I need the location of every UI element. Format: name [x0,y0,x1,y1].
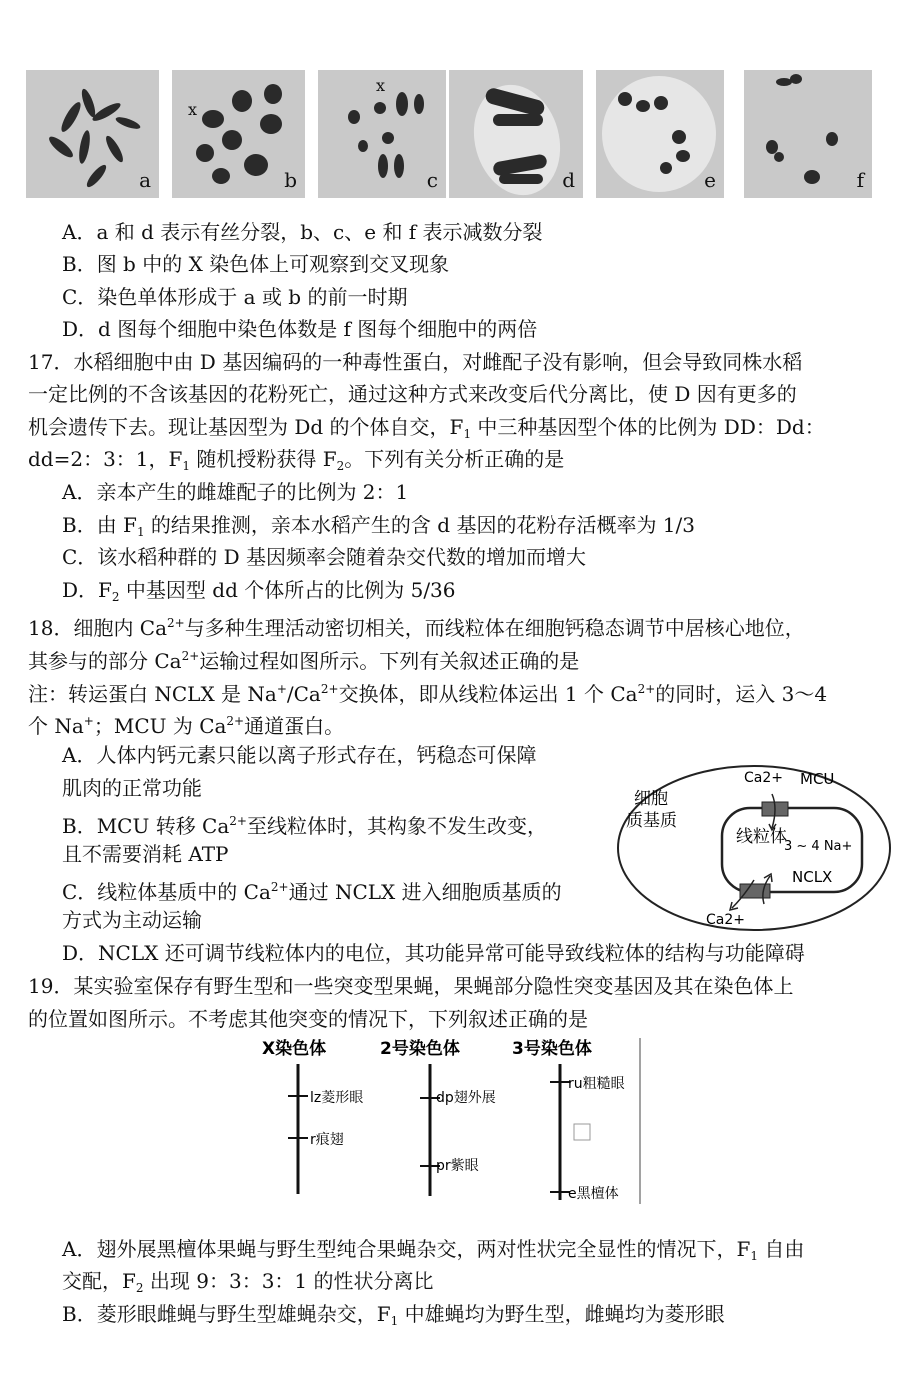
gene-ru-label: ru粗糙眼 [568,1076,625,1092]
q16-option-b: B．图 b 中的 X 染色体上可观察到交叉现象 [62,252,450,276]
gene-dp-label: dp翅外展 [436,1090,496,1106]
q18-option-d: D．NCLX 还可调节线粒体内的电位，其功能异常可能导致线粒体的结构与功能障碍 [62,941,805,965]
q17-option-d: D．$F_2$ 中基因型 dd 个体所占的比例为 5/36 [62,578,456,604]
q17-option-a: A．亲本产生的雌雄配子的比例为 2：1 [62,480,409,504]
q19-option-b: B．菱形眼雌蝇与野生型雄蝇杂交，$F_1$ 中雄蝇均为野生型，雌蝇均为菱形眼 [62,1302,725,1328]
chromosome-2-title: 2号染色体 [380,1039,460,1059]
q18-note-line2: 个 Na+；MCU 为 $Ca^{2+}$通道蛋白。 [28,714,345,738]
cytoplasm-label-line2: 质基质 [626,811,677,831]
q18-option-c-line2: 方式为主动运输 [62,908,202,932]
micrograph-label: c [426,168,438,192]
q18-option-b-line1: B．MCU 转移 $Ca^{2+}$至线粒体时，其构象不发生改变， [62,814,547,838]
sodium-label: 3 ~ 4 Na+ [784,839,853,854]
chromosome-gene-map [250,1036,650,1216]
cytoplasm-label-line1: 细胞 [634,789,668,809]
q19-option-a-line1: A．翅外展黑檀体果蝇与野生型纯合果蝇杂交，两对性状完全显性的情况下，$F_1$ 自由 [62,1237,805,1263]
micrograph-label: d [562,168,575,192]
q19-stem-line1: 19．某实验室保存有野生型和一些突变型果蝇，果蝇部分隐性突变基因及其在染色体上 [28,974,794,998]
q16-option-c: C．染色单体形成于 a 或 b 的前一时期 [62,285,408,309]
gene-e-label: e黑檀体 [568,1186,619,1202]
q17-stem-line4: dd=2：3：1，$F_1$ 随机授粉获得 $F_2$。下列有关分析正确的是 [28,447,565,473]
q16-option-a: A．a 和 d 表示有丝分裂，b、c、e 和 f 表示减数分裂 [62,220,543,244]
x-marker: x [376,76,386,95]
gene-lz-label: lz菱形眼 [310,1090,364,1106]
q19-option-a-line2: 交配，$F_2$ 出现 9：3：3：1 的性状分离比 [62,1269,434,1295]
micrograph-d [449,70,583,198]
q17-option-b: B．由 $F_1$ 的结果推测，亲本水稻产生的含 d 基因的花粉存活概率为 1/3 [62,513,695,539]
q19-stem-line2: 的位置如图所示。不考虑其他突变的情况下，下列叙述正确的是 [28,1007,588,1031]
q18-note-line1: 注：转运蛋白 NCLX 是 $Na^+/Ca^{2+}$交换体，即从线粒体运出 1 个 $Ca^{2+}$的同时，运入 3～4 [28,682,828,706]
q18-option-b-line2: 且不需要消耗 ATP [62,842,229,866]
q16-option-d: D．d 图每个细胞中染色体数是 f 图每个细胞中的两倍 [62,317,538,341]
micrograph-e [596,70,724,198]
micrograph-a [26,70,159,198]
micrograph-label: e [704,168,716,192]
q18-option-a-line2: 肌肉的正常功能 [62,776,202,800]
mitochondrion-label: 线粒体 [736,827,787,847]
micrograph-b [172,70,305,198]
gene-r-label: r痕翅 [310,1132,344,1148]
gene-pr-label: pr紫眼 [436,1158,479,1174]
micrograph-label: b [284,168,297,192]
micrograph-label: a [139,168,151,192]
q18-option-c-line1: C．线粒体基质中的 $Ca^{2+}$通过 NCLX 进入细胞质基质的 [62,880,562,904]
micrograph-c [318,70,446,198]
x-marker: x [188,100,198,119]
q17-stem-line3: 机会遗传下去。现让基因型为 Dd 的个体自交，$F_1$ 中三种基因型个体的比例为 DD：Dd： [28,415,825,441]
calcium-top-label: Ca2+ [744,770,783,786]
q18-stem-line1: 18．细胞内 $Ca^{2+}$与多种生理活动密切相关，而线粒体在细胞钙稳态调节中居核心地位， [28,616,805,640]
q17-option-c: C．该水稻种群的 D 基因频率会随着杂交代数的增加而增大 [62,545,587,569]
q17-stem-line1: 17．水稻细胞中由 D 基因编码的一种毒性蛋白，对雌配子没有影响，但会导致同株水稻 [28,350,803,374]
q18-stem-line2: 其参与的部分 $Ca^{2+}$运输过程如图所示。下列有关叙述正确的是 [28,649,580,673]
q17-stem-line2: 一定比例的不含该基因的花粉死亡，通过这种方式来改变后代分离比，使 D 因有更多的 [28,382,797,406]
chromosome-3-title: 3号染色体 [512,1039,592,1059]
mcu-label: MCU [800,770,835,788]
q18-option-a-line1: A．人体内钙元素只能以离子形式存在，钙稳态可保障 [62,743,537,767]
calcium-bottom-label: Ca2+ [706,912,745,928]
micrograph-f [744,70,872,198]
nclx-label: NCLX [792,868,833,886]
micrograph-label: f [856,168,864,192]
x-chromosome-title: X染色体 [262,1039,327,1059]
calcium-transport-diagram [612,758,896,938]
